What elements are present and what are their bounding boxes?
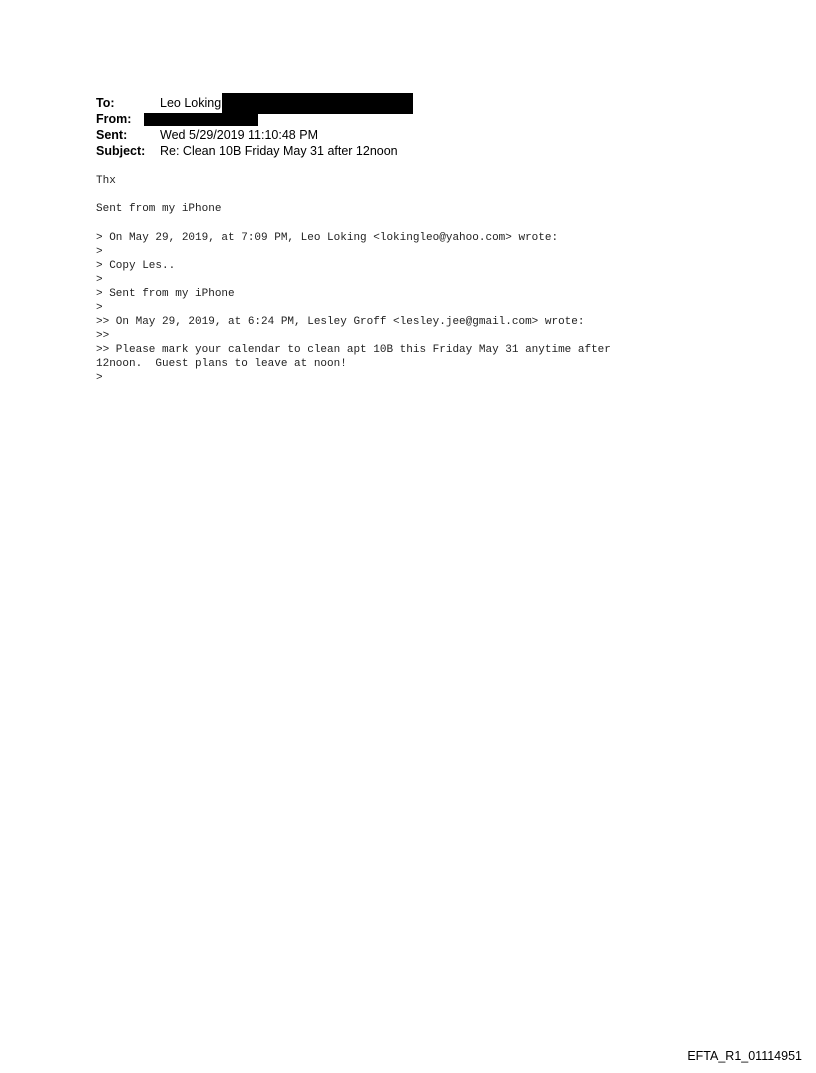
quoted-line-9: >> Please mark your calendar to clean apt 10B this Friday May 31 anytime after [96,344,611,356]
quoted-line-10: 12noon. Guest plans to leave at noon! [96,358,347,370]
subject-label: Subject: [96,144,146,158]
quoted-line-7: >> On May 29, 2019, at 6:24 PM, Lesley Groff <lesley.jee@gmail.com> wrote: [96,316,585,328]
quoted-line-8: >> [96,330,110,342]
sent-label: Sent: [96,128,128,142]
subject-value: Re: Clean 10B Friday May 31 after 12noon [160,144,398,158]
body-line-thx: Thx [96,175,116,187]
quoted-line-5: > Sent from my iPhone [96,288,235,300]
redaction-block-to [222,93,413,114]
redaction-block-from [144,113,258,126]
quoted-line-2: > [96,246,103,258]
quoted-line-6: > [96,302,103,314]
to-value: Leo Loking [160,96,222,110]
quoted-line-1: > On May 29, 2019, at 7:09 PM, Leo Loking <lokingleo@yahoo.com> wrote: [96,232,559,244]
from-label: From: [96,112,132,126]
body-line-signature: Sent from my iPhone [96,203,222,215]
document-id: EFTA_R1_01114951 [687,1049,802,1063]
to-label: To: [96,96,115,110]
sent-value: Wed 5/29/2019 11:10:48 PM [160,128,318,142]
quoted-line-3: > Copy Les.. [96,260,176,272]
quoted-line-4: > [96,274,103,286]
quoted-line-11: > [96,372,103,384]
